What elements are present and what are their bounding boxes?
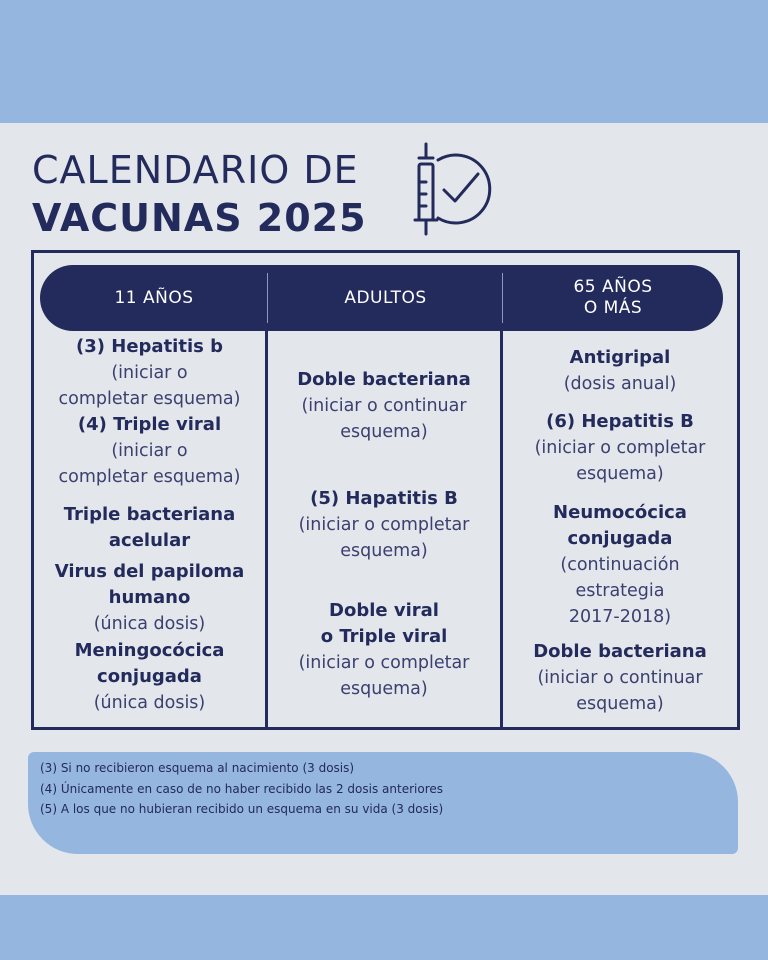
- vaccine-name: (4) Triple viral: [77, 414, 222, 435]
- vaccine-triple-bacteriana: [34, 502, 265, 554]
- vaccine-name: Neumocócica: [553, 502, 687, 523]
- vaccine-note: completar esquema): [58, 389, 241, 409]
- vaccine-doble-bacteriana: [503, 639, 737, 717]
- header-adultos: [268, 265, 503, 331]
- vaccine-hepatitis-b: [34, 334, 265, 412]
- vaccine-note: (única dosis): [93, 614, 206, 634]
- vaccine-note: (dosis anual): [563, 374, 677, 394]
- header-65-anos-line1: 65 AÑOS: [573, 277, 653, 297]
- header-adultos-label: ADULTOS: [344, 287, 427, 308]
- vaccine-name: Doble bacteriana: [297, 369, 471, 390]
- vaccine-note: esquema): [340, 422, 428, 442]
- footnote-5: (5) A los que no hubieran recibido un esquema en su vida (3 dosis): [40, 802, 444, 816]
- title-line-2: VACUNAS 2025: [32, 196, 367, 240]
- vaccine-name: Doble bacteriana: [533, 641, 707, 662]
- vaccine-note: (iniciar o: [111, 441, 188, 461]
- footnote-4: (4) Únicamente en caso de no haber recibido las 2 dosis anteriores: [40, 781, 443, 796]
- footnote-3: (3) Si no recibieron esquema al nacimiento (3 dosis): [40, 761, 355, 775]
- vaccine-name: humano: [108, 587, 191, 608]
- vaccine-note: estrategia: [575, 581, 665, 601]
- vaccine-name: (3) Hepatitis b: [76, 336, 223, 357]
- vaccine-name: conjugada: [567, 528, 673, 549]
- vaccine-name: Doble viral: [329, 600, 439, 621]
- vaccine-doble-bacteriana: [268, 367, 500, 445]
- vaccine-note: completar esquema): [58, 467, 241, 487]
- vaccine-name: Antigripal: [569, 347, 671, 368]
- header-65-anos: [503, 265, 723, 331]
- column-11-anos: [34, 331, 265, 727]
- footnotes: [40, 758, 443, 820]
- top-banner: [0, 0, 768, 123]
- vaccine-vph: [34, 559, 265, 637]
- vaccine-note: (iniciar o completar: [298, 515, 470, 535]
- vaccine-name: (6) Hepatitis B: [546, 411, 694, 432]
- vaccine-meningococica: [34, 638, 265, 716]
- vaccine-note: 2017-2018): [568, 607, 672, 627]
- title-line-1: CALENDARIO DE: [32, 148, 359, 192]
- header-65-anos-line2: O MÁS: [583, 298, 643, 318]
- column-adultos: [268, 331, 500, 727]
- column-65-anos: [503, 331, 737, 727]
- vaccine-antigripal: [503, 345, 737, 397]
- vaccine-name: Virus del papiloma: [54, 561, 245, 582]
- vaccine-hepatitis-b: [268, 486, 500, 564]
- vaccine-doble-triple-viral: [268, 598, 500, 702]
- vaccine-note: (continuación: [560, 555, 680, 575]
- vaccine-triple-viral: [34, 412, 265, 490]
- vaccine-note: (iniciar o continuar: [537, 668, 703, 688]
- vaccine-name: Triple bacteriana: [63, 504, 236, 525]
- vaccine-note: (iniciar o completar: [298, 653, 470, 673]
- vaccine-name: acelular: [108, 530, 191, 551]
- vaccine-note: esquema): [576, 464, 664, 484]
- header-11-anos: [40, 265, 268, 331]
- vaccine-note: esquema): [340, 541, 428, 561]
- vaccine-neumococica: [503, 500, 737, 630]
- bottom-banner: [0, 895, 768, 960]
- vaccine-note: esquema): [576, 694, 664, 714]
- vaccine-name: Meningocócica: [74, 640, 225, 661]
- header-11-anos-label: 11 AÑOS: [114, 287, 194, 308]
- vaccine-note: esquema): [340, 679, 428, 699]
- vaccine-name: (5) Hapatitis B: [310, 488, 458, 509]
- page-title: [32, 148, 367, 242]
- vaccine-note: (iniciar o: [111, 363, 188, 383]
- syringe-check-icon: [408, 142, 500, 236]
- vaccine-note: (única dosis): [93, 693, 206, 713]
- vaccine-note: (iniciar o continuar: [301, 396, 467, 416]
- vaccine-hepatitis-b: [503, 409, 737, 487]
- vaccine-name: o Triple viral: [320, 626, 448, 647]
- vaccine-name: conjugada: [97, 666, 202, 687]
- vaccine-note: (iniciar o completar: [534, 438, 706, 458]
